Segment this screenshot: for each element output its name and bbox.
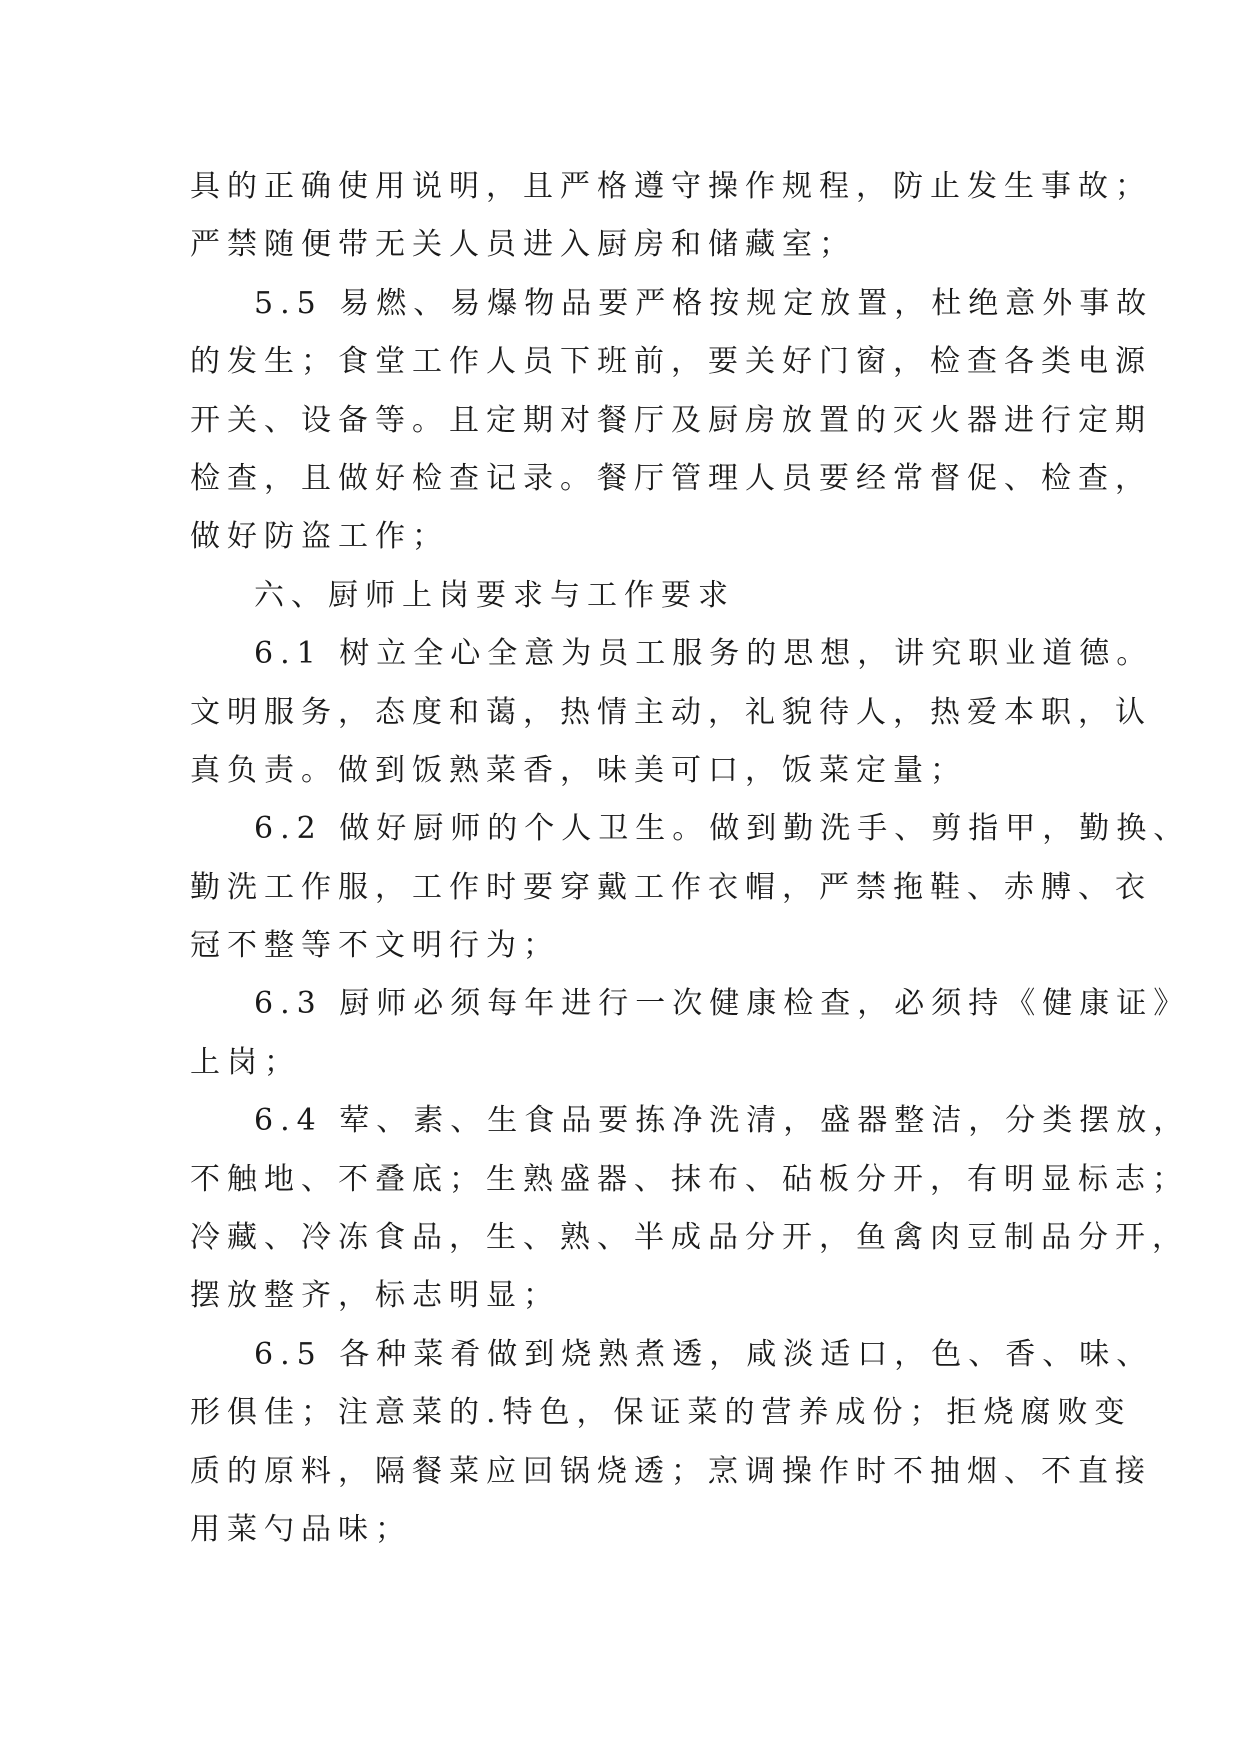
text-line: 冷藏、冷冻食品，生、熟、半成品分开，鱼禽肉豆制品分开， [190, 1220, 1189, 1256]
text-line: 检查，且做好检查记录。餐厅管理人员要经常督促、检查， [190, 460, 1152, 496]
text-line: 摆放整齐，标志明显； [190, 1278, 560, 1314]
text-line: 6.5 各种菜肴做到烧熟煮透，咸淡适口，色、香、味、 [254, 1336, 1154, 1372]
text-line: 质的原料，隔餐菜应回锅烧透；烹调操作时不抽烟、不直接 [190, 1453, 1152, 1489]
text-line: 用菜勺品味； [190, 1511, 412, 1547]
text-line: 开关、设备等。且定期对餐厅及厨房放置的灭火器进行定期 [190, 402, 1152, 438]
text-line: 6.3 厨师必须每年进行一次健康检查，必须持《健康证》 [254, 986, 1191, 1022]
text-line: 不触地、不叠底；生熟盛器、抹布、砧板分开，有明显标志； [190, 1161, 1189, 1197]
text-line: 六、厨师上岗要求与工作要求 [254, 577, 735, 613]
text-line: 形俱佳；注意菜的.特色，保证菜的营养成份；拒烧腐败变 [190, 1395, 1132, 1431]
text-line: 严禁随便带无关人员进入厨房和储藏室； [190, 227, 856, 263]
text-line: 勤洗工作服，工作时要穿戴工作衣帽，严禁拖鞋、赤膊、衣 [190, 869, 1152, 905]
text-line: 做好防盗工作； [190, 519, 449, 555]
text-line: 6.2 做好厨师的个人卫生。做到勤洗手、剪指甲，勤换、 [254, 811, 1191, 847]
text-line: 上岗； [190, 1044, 301, 1080]
text-line: 6.1 树立全心全意为员工服务的思想，讲究职业道德。 [254, 636, 1154, 672]
text-line: 5.5 易燃、易爆物品要严格按规定放置，杜绝意外事故 [254, 285, 1154, 321]
text-line: 文明服务，态度和蔼，热情主动，礼貌待人，热爱本职，认 [190, 694, 1152, 730]
text-line: 冠不整等不文明行为； [190, 928, 560, 964]
text-line: 的发生；食堂工作人员下班前，要关好门窗，检查各类电源 [190, 344, 1152, 380]
text-line: 6.4 荤、素、生食品要拣净洗清，盛器整洁，分类摆放， [254, 1103, 1191, 1139]
text-line: 真负责。做到饭熟菜香，味美可口，饭菜定量； [190, 752, 967, 788]
text-line: 具的正确使用说明，且严格遵守操作规程，防止发生事故； [190, 169, 1152, 204]
body-text [190, 158, 1191, 1559]
